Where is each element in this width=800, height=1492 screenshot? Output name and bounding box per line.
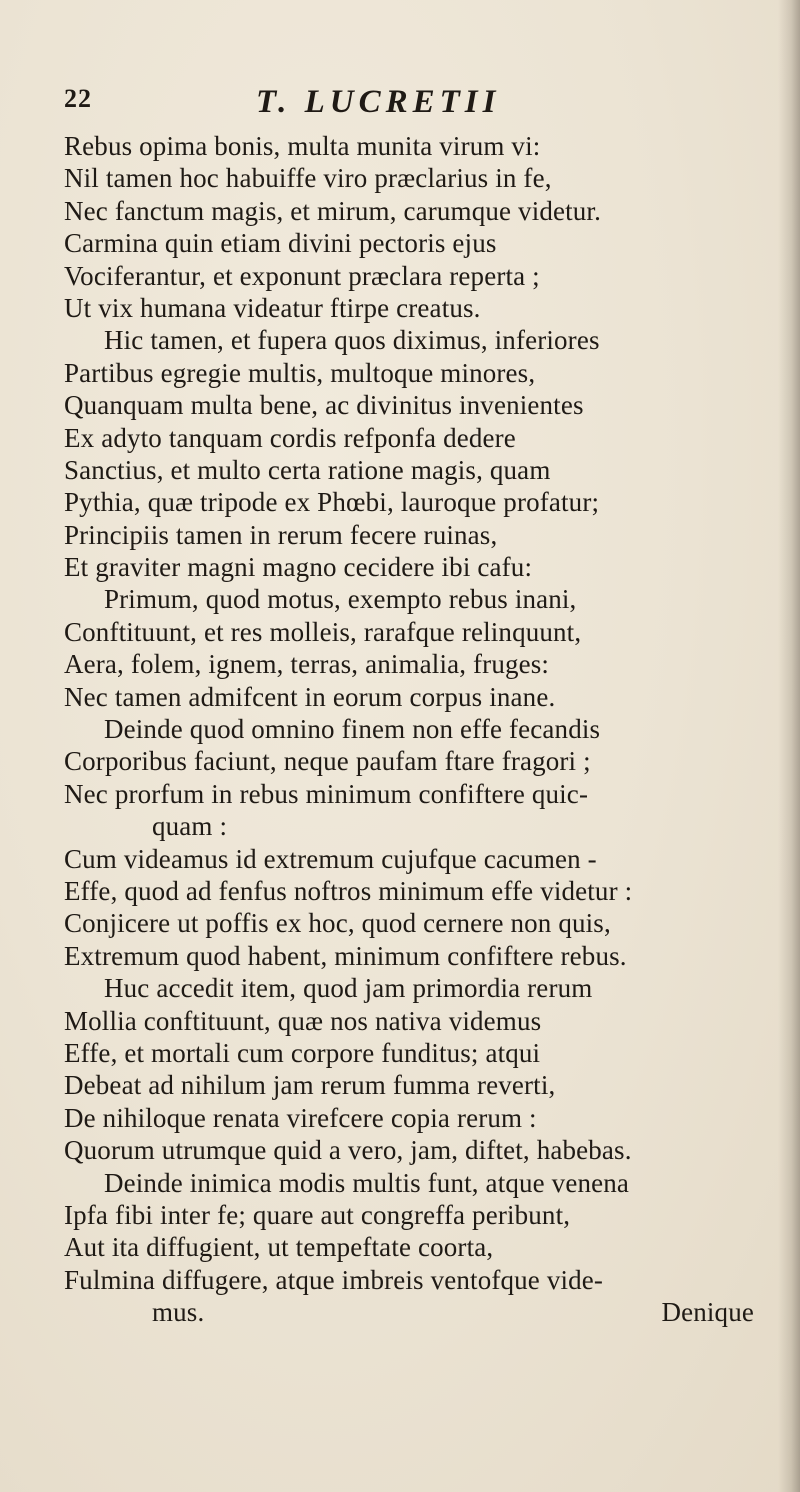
verse-line: Huc accedit item, quod jam primordia rerum [104, 973, 593, 1004]
catchword: Denique [661, 1297, 754, 1328]
verse-line: De nihiloque renata virefcere copia rerum : [64, 1102, 537, 1133]
verse-line: Quorum utrumque quid a vero, jam, diftet, habebas. [64, 1135, 632, 1166]
verse-line: Ut vix humana videatur ftirpe creatus. [64, 292, 481, 323]
final-line [64, 1296, 784, 1328]
page-number: 22 [64, 84, 92, 113]
verse-line: Primum, quod motus, exempto rebus inani, [104, 584, 577, 615]
verse-line: Conjicere ut poffis ex hoc, quod cernere non quis, [64, 908, 611, 939]
verse-line: Extremum quod habent, minimum confiftere rebus. [64, 940, 627, 971]
verse-line: Aut ita diffugient, ut tempeftate coorta, [64, 1232, 494, 1263]
verse-line: Cum videamus id extremum cujufque cacumen - [64, 843, 597, 874]
verse-line: Mollia conftituunt, quæ nos nativa videmus [64, 1005, 542, 1036]
page-header [0, 84, 800, 124]
verse-line: Hic tamen, et fupera quos diximus, inferiores [104, 325, 600, 356]
verse-line: Debeat ad nihilum jam rerum fumma reverti, [64, 1070, 556, 1101]
verse-line: Pythia, quæ tripode ex Phœbi, lauroque profatur; [64, 487, 600, 518]
verse-line: Partibus egregie multis, multoque minores, [64, 357, 536, 388]
verse-line: Quanquam multa bene, ac divinitus invenientes [64, 390, 584, 421]
verse-line: Ipfa fibi inter fe; quare aut congreffa peribunt, [64, 1199, 571, 1230]
verse-line: Aera, folem, ignem, terras, animalia, fruges: [64, 649, 550, 680]
verse-line: Nec prorfum in rebus minimum confiftere quic- [64, 778, 589, 809]
verse-line: Effe, et mortali cum corpore funditus; atqui [64, 1037, 541, 1068]
verse-line: Nec tamen admifcent in eorum corpus inane. [64, 681, 556, 712]
verse-line: Et graviter magni magno cecidere ibi cafu: [64, 552, 533, 583]
verse-line: Corporibus faciunt, neque paufam ftare fragori ; [64, 746, 591, 777]
poem-text [64, 130, 784, 1328]
verse-line: Vociferantur, et exponunt præclara reperta ; [64, 260, 540, 291]
verse-line: Nil tamen hoc habuiffe viro præclarius in fe, [64, 163, 552, 194]
verse-line: Sanctius, et multo certa ratione magis, quam [64, 454, 551, 485]
verse-line-end: mus. [152, 1297, 205, 1328]
verse-line: Rebus opima bonis, multa munita virum vi: [64, 131, 541, 161]
verse-line: Principiis tamen in rerum fecere ruinas, [64, 519, 498, 550]
verse-line: Fulmina diffugere, atque imbreis ventofque vide- [64, 1264, 604, 1295]
verse-line: Deinde inimica modis multis funt, atque venena [104, 1167, 630, 1198]
running-title: T. LUCRETII [256, 84, 501, 120]
verse-line: Carmina quin etiam divini pectoris ejus [64, 228, 497, 259]
verse-line: quam : [152, 811, 228, 842]
verse-line: Effe, quod ad fenfus noftros minimum effe videtur : [64, 875, 633, 906]
verse-line: Ex adyto tanquam cordis refponfa dedere [64, 422, 516, 453]
verse-line: Conftituunt, et res molleis, rarafque relinquunt, [64, 616, 582, 647]
verse-line: Deinde quod omnino finem non effe fecandis [104, 714, 601, 745]
verse-line: Nec fanctum magis, et mirum, carumque videtur. [64, 195, 601, 226]
